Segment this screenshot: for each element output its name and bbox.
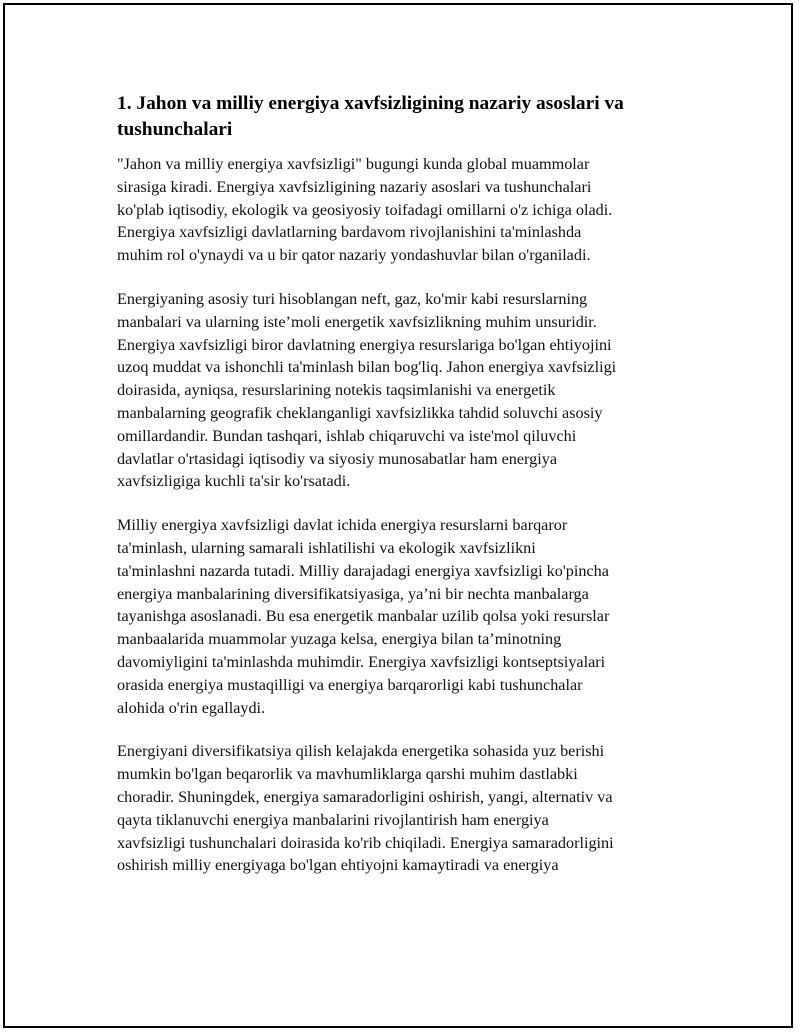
paragraph-3 [117,514,691,719]
paragraph-4 [117,740,691,877]
section-heading-line: 1. Jahon va milliy energiya xavfsizligining nazariy asoslari va [117,93,624,114]
text-line: uzoq muddat va ishonchli ta'minlash bilan bog'liq. Jahon energiya xavfsizligi [117,358,617,377]
text-line: ta'minlash, ularning samarali ishlatilishi va ekologik xavfsizlikni [117,538,536,557]
text-line: muhim rol o'ynaydi va u bir qator nazariy yondashuvlar bilan o'rganiladi. [117,246,591,265]
paragraph-1 [117,153,691,267]
paragraph-2 [117,288,691,493]
section-heading-line: tushunchalari [117,119,233,140]
text-line: mumkin bo'lgan beqarorlik va mavhumliklarga qarshi muhim dastlabki [117,765,578,784]
text-line: Milliy energiya xavfsizligi davlat ichida energiya resurslarni barqaror [117,516,568,535]
text-line: energiya manbalarining diversifikatsiyasiga, ya’ni bir nechta manbalarga [117,584,589,603]
text-line: orasida energiya mustaqilligi va energiya barqarorligi kabi tushunchalar [117,675,583,694]
text-line: davlatlar o'rtasidagi iqtisodiy va siyosiy munosabatlar ham energiya [117,449,558,468]
text-line: Energiyani diversifikatsiya qilish kelajakda energetika sohasida yuz berishi [117,742,605,761]
text-line: tayanishga asoslanadi. Bu esa energetik manbalar uzilib qolsa yoki resurslar [117,607,610,626]
text-line: manbaalarida muammolar yuzaga kelsa, energiya bilan ta’minotning [117,630,562,649]
text-line: oshirish milliy energiyaga bo'lgan ehtiyojni kamaytiradi va energiya [117,856,559,875]
text-line: choradir. Shuningdek, energiya samaradorligini oshirish, yangi, alternativ va [117,787,613,806]
text-line: xavfsizligi tushunchalari doirasida ko'rib chiqiladi. Energiya samaradorligini [117,833,614,852]
text-line: alohida o'rin egallaydi. [117,698,266,717]
text-line: omillardandir. Bundan tashqari, ishlab chiqaruvchi va iste'mol qiluvchi [117,426,577,445]
text-line: ta'minlashni nazarda tutadi. Milliy darajadagi energiya xavfsizligi ko'pincha [117,561,609,580]
text-line: davomiyligini ta'minlashda muhimdir. Energiya xavfsizligi kontseptsiyalari [117,652,606,671]
text-line: doirasida, ayniqsa, resurslarining notekis taqsimlanishi va energetik [117,381,556,400]
document-body [117,91,691,898]
text-line: Energiya xavfsizligi davlatlarning bardavom rivojlanishini ta'minlashda [117,223,582,242]
text-line: manbalarning geografik cheklanganligi xavfsizlikka tahdid soluvchi asosiy [117,403,603,422]
text-line: qayta tiklanuvchi energiya manbalarini rivojlantirish ham energiya [117,810,549,829]
text-line: "Jahon va milliy energiya xavfsizligi" bugungi kunda global muammolar [117,155,590,173]
text-line: Energiya xavfsizligi biror davlatning energiya resurslariga bo'lgan ehtiyojini [117,335,612,354]
text-line: sirasiga kiradi. Energiya xavfsizligining nazariy asoslari va tushunchalari [117,177,592,196]
section-heading [117,91,691,143]
text-line: ko'plab iqtisodiy, ekologik va geosiyosiy toifadagi omillarni o'z ichiga oladi. [117,200,613,219]
text-line: manbalari va ularning iste’moli energetik xavfsizlikning muhim unsuridir. [117,312,597,331]
text-line: xavfsizligiga kuchli ta'sir ko'rsatadi. [117,472,351,491]
text-line: Energiyaning asosiy turi hisoblangan neft, gaz, ko'mir kabi resurslarning [117,289,588,308]
